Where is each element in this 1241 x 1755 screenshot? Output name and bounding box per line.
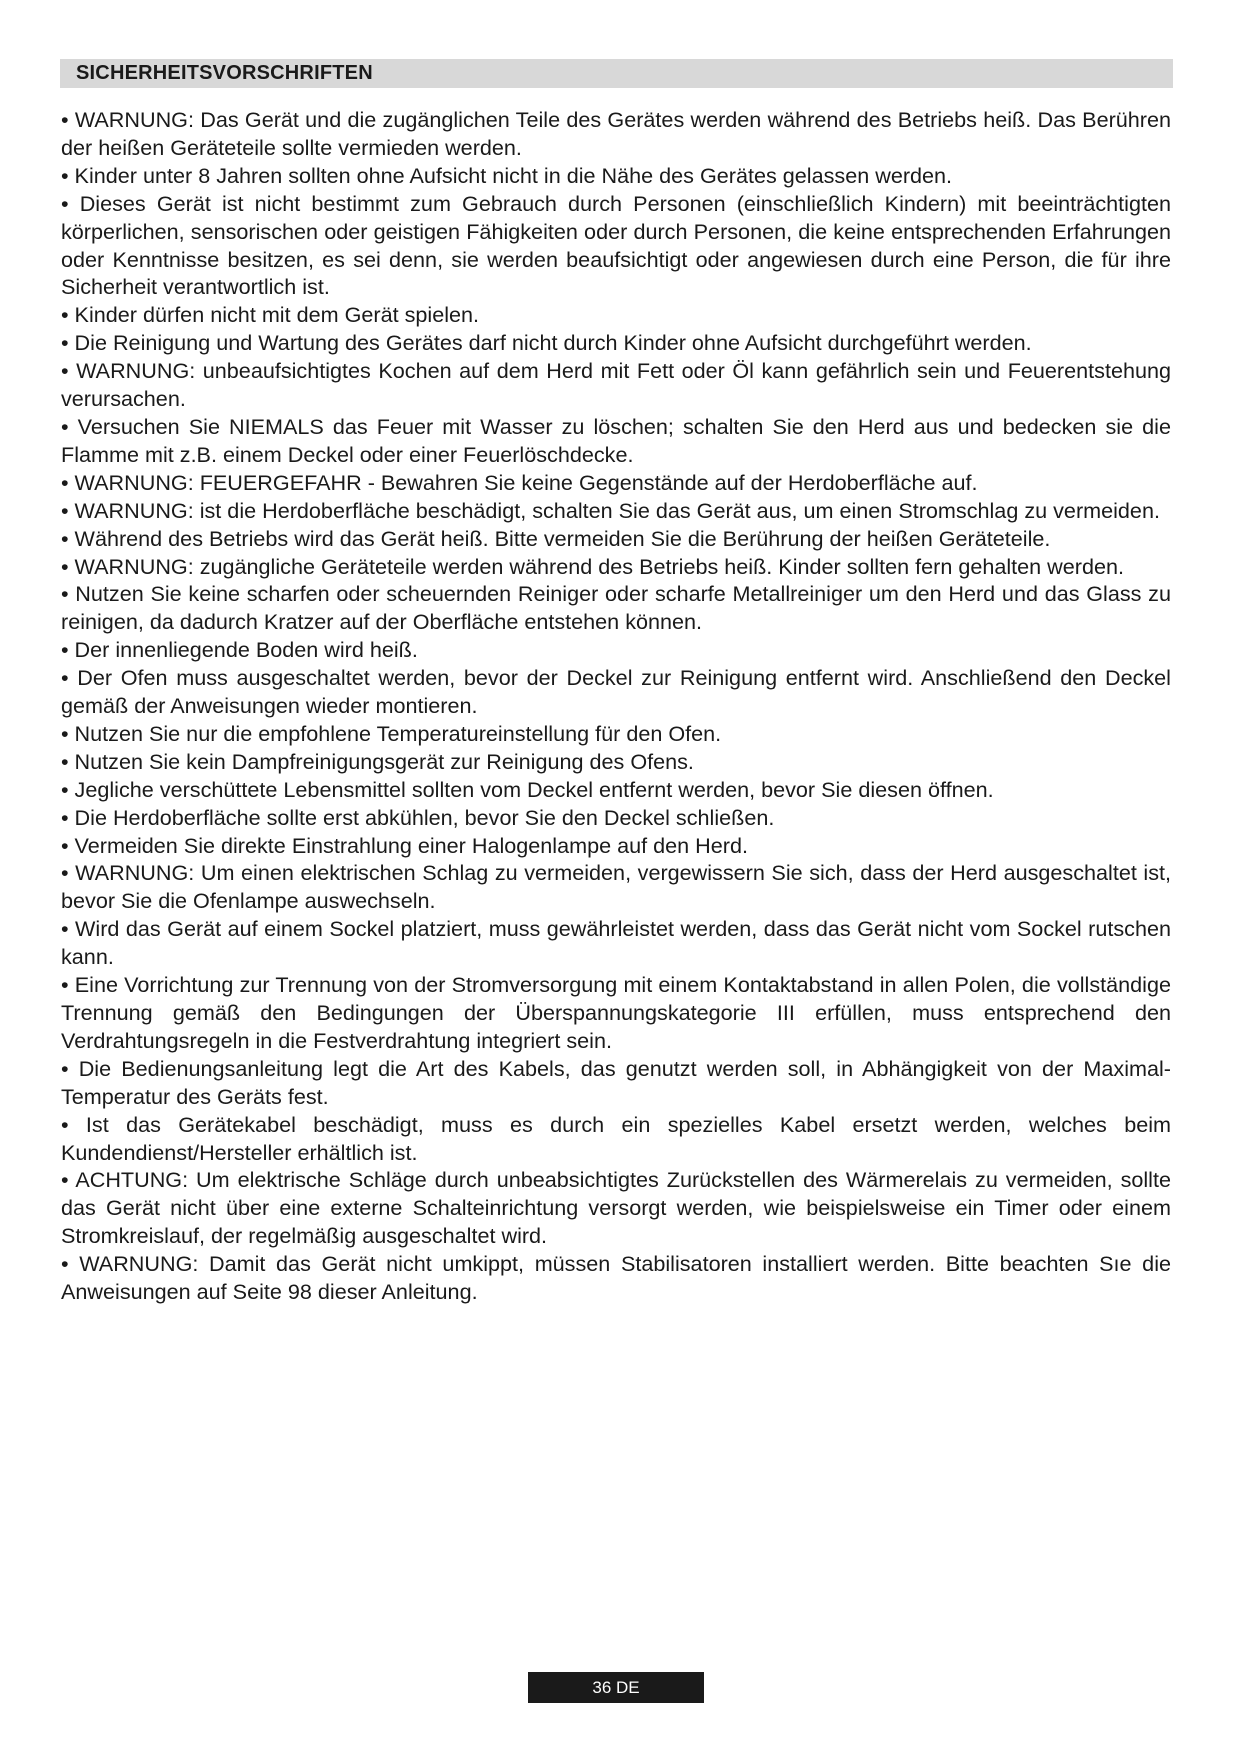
safety-item: • Die Reinigung und Wartung des Gerätes darf nicht durch Kinder ohne Aufsicht durchgeführt werden. [61,330,1032,356]
safety-item: • Während des Betriebs wird das Gerät heiß. Bitte vermeiden Sie die Berührung der heißen Geräteteile. [61,525,1051,551]
safety-item: • WARNUNG: Das Gerät und die zugänglichen Teile des Gerätes werden während des Betriebs heiß. Das Berühren der heißen Geräteteile sollte vermieden werden. [61,107,1171,160]
safety-item: • Die Herdoberfläche sollte erst abkühlen, bevor Sie den Deckel schließen. [61,804,775,830]
safety-item: • Kinder unter 8 Jahren sollten ohne Aufsicht nicht in die Nähe des Gerätes gelassen werden. [61,162,953,188]
page-number: 36 DE [528,1672,704,1703]
safety-item: • WARNUNG: zugängliche Geräteteile werden während des Betriebs heiß. Kinder sollten fern gehalten werden. [61,553,1125,579]
safety-item: • Wird das Gerät auf einem Sockel platziert, muss gewährleistet werden, dass das Gerät nicht vom Sockel rutschen kann. [61,916,1171,970]
safety-item: • Vermeiden Sie direkte Einstrahlung einer Halogenlampe auf den Herd. [61,832,748,858]
safety-item: • Ist das Gerätekabel beschädigt, muss es durch ein spezielles Kabel ersetzt werden, welches beim Kundendienst/Hersteller erhältlich ist. [61,1111,1171,1165]
safety-item: • WARNUNG: ist die Herdoberfläche beschädigt, schalten Sie das Gerät aus, um einen Stromschlag zu vermeiden. [61,497,1160,523]
safety-item: • Kinder dürfen nicht mit dem Gerät spielen. [61,302,480,328]
safety-item: • Nutzen Sie nur die empfohlene Temperatureinstellung für den Ofen. [61,720,722,746]
safety-item: • Der innenliegende Boden wird heiß. [61,637,418,663]
safety-item: • Eine Vorrichtung zur Trennung von der Stromversorgung mit einem Kontaktabstand in allen Polen, die vollständige Trennung gemäß den Bedingungen der Überspannungskategorie III erfüllen, muss entsprechend den Verdrahtungsregeln in die Festverdrahtung integriert sein. [61,972,1171,1053]
safety-instructions [61,106,1171,1306]
safety-item: • WARNUNG: Um einen elektrischen Schlag zu vermeiden, vergewissern Sie sich, dass der Herd ausgeschaltet ist, bevor Sie die Ofenlampe auswechseln. [61,860,1171,914]
safety-item: • Jegliche verschüttete Lebensmittel sollten vom Deckel entfernt werden, bevor Sie diesen öffnen. [61,776,994,802]
safety-item: • Der Ofen muss ausgeschaltet werden, bevor der Deckel zur Reinigung entfernt wird. Anschließend den Deckel gemäß der Anweisungen wieder montieren. [61,665,1171,719]
safety-item: • ACHTUNG: Um elektrische Schläge durch unbeabsichtigtes Zurückstellen des Wärmerelais zu vermeiden, sollte das Gerät nicht über eine externe Schalteinrichtung versorgt werden, wie beispielsweise ein Timer oder einem Stromkreislauf, der regelmäßig ausgeschaltet wird. [61,1167,1171,1249]
safety-item: • Die Bedienungsanleitung legt die Art des Kabels, das genutzt werden soll, in Abhängigkeit von der Maximal-Temperatur des Geräts fest. [61,1055,1171,1109]
safety-item: • WARNUNG: FEUERGEFAHR - Bewahren Sie keine Gegenstände auf der Herdoberfläche auf. [61,469,978,495]
safety-item: • Nutzen Sie keine scharfen oder scheuernden Reiniger oder scharfe Metallreiniger um den Herd und das Glass zu reinigen, da dadurch Kratzer auf der Oberfläche entstehen können. [61,581,1171,635]
safety-item: • Dieses Gerät ist nicht bestimmt zum Gebrauch durch Personen (einschließlich Kindern) mit beeinträchtigten körperlichen, sensorischen oder geistigen Fähigkeiten oder durch Personen, die keine entsprechenden Erfahrungen oder Kenntnisse besitzen, es sei denn, sie werden beaufsichtigt oder angewiesen durch eine Person, die für ihre Sicherheit verantwortlich ist. [61,190,1171,300]
safety-item: • WARNUNG: unbeaufsichtigtes Kochen auf dem Herd mit Fett oder Öl kann gefährlich sein und Feuerentstehung verursachen. [61,358,1171,412]
safety-item: • Nutzen Sie kein Dampfreinigungsgerät zur Reinigung des Ofens. [61,748,694,774]
safety-item: • WARNUNG: Damit das Gerät nicht umkippt, müssen Stabilisatoren installiert werden. Bitte beachten Sıe die Anweisungen auf Seite 98 dieser Anleitung. [61,1251,1171,1305]
safety-item: • Versuchen Sie NIEMALS das Feuer mit Wasser zu löschen; schalten Sie den Herd aus und bedecken sie die Flamme mit z.B. einem Deckel oder einer Feuerlöschdecke. [61,413,1171,467]
section-header: SICHERHEITSVORSCHRIFTEN [60,59,1173,88]
